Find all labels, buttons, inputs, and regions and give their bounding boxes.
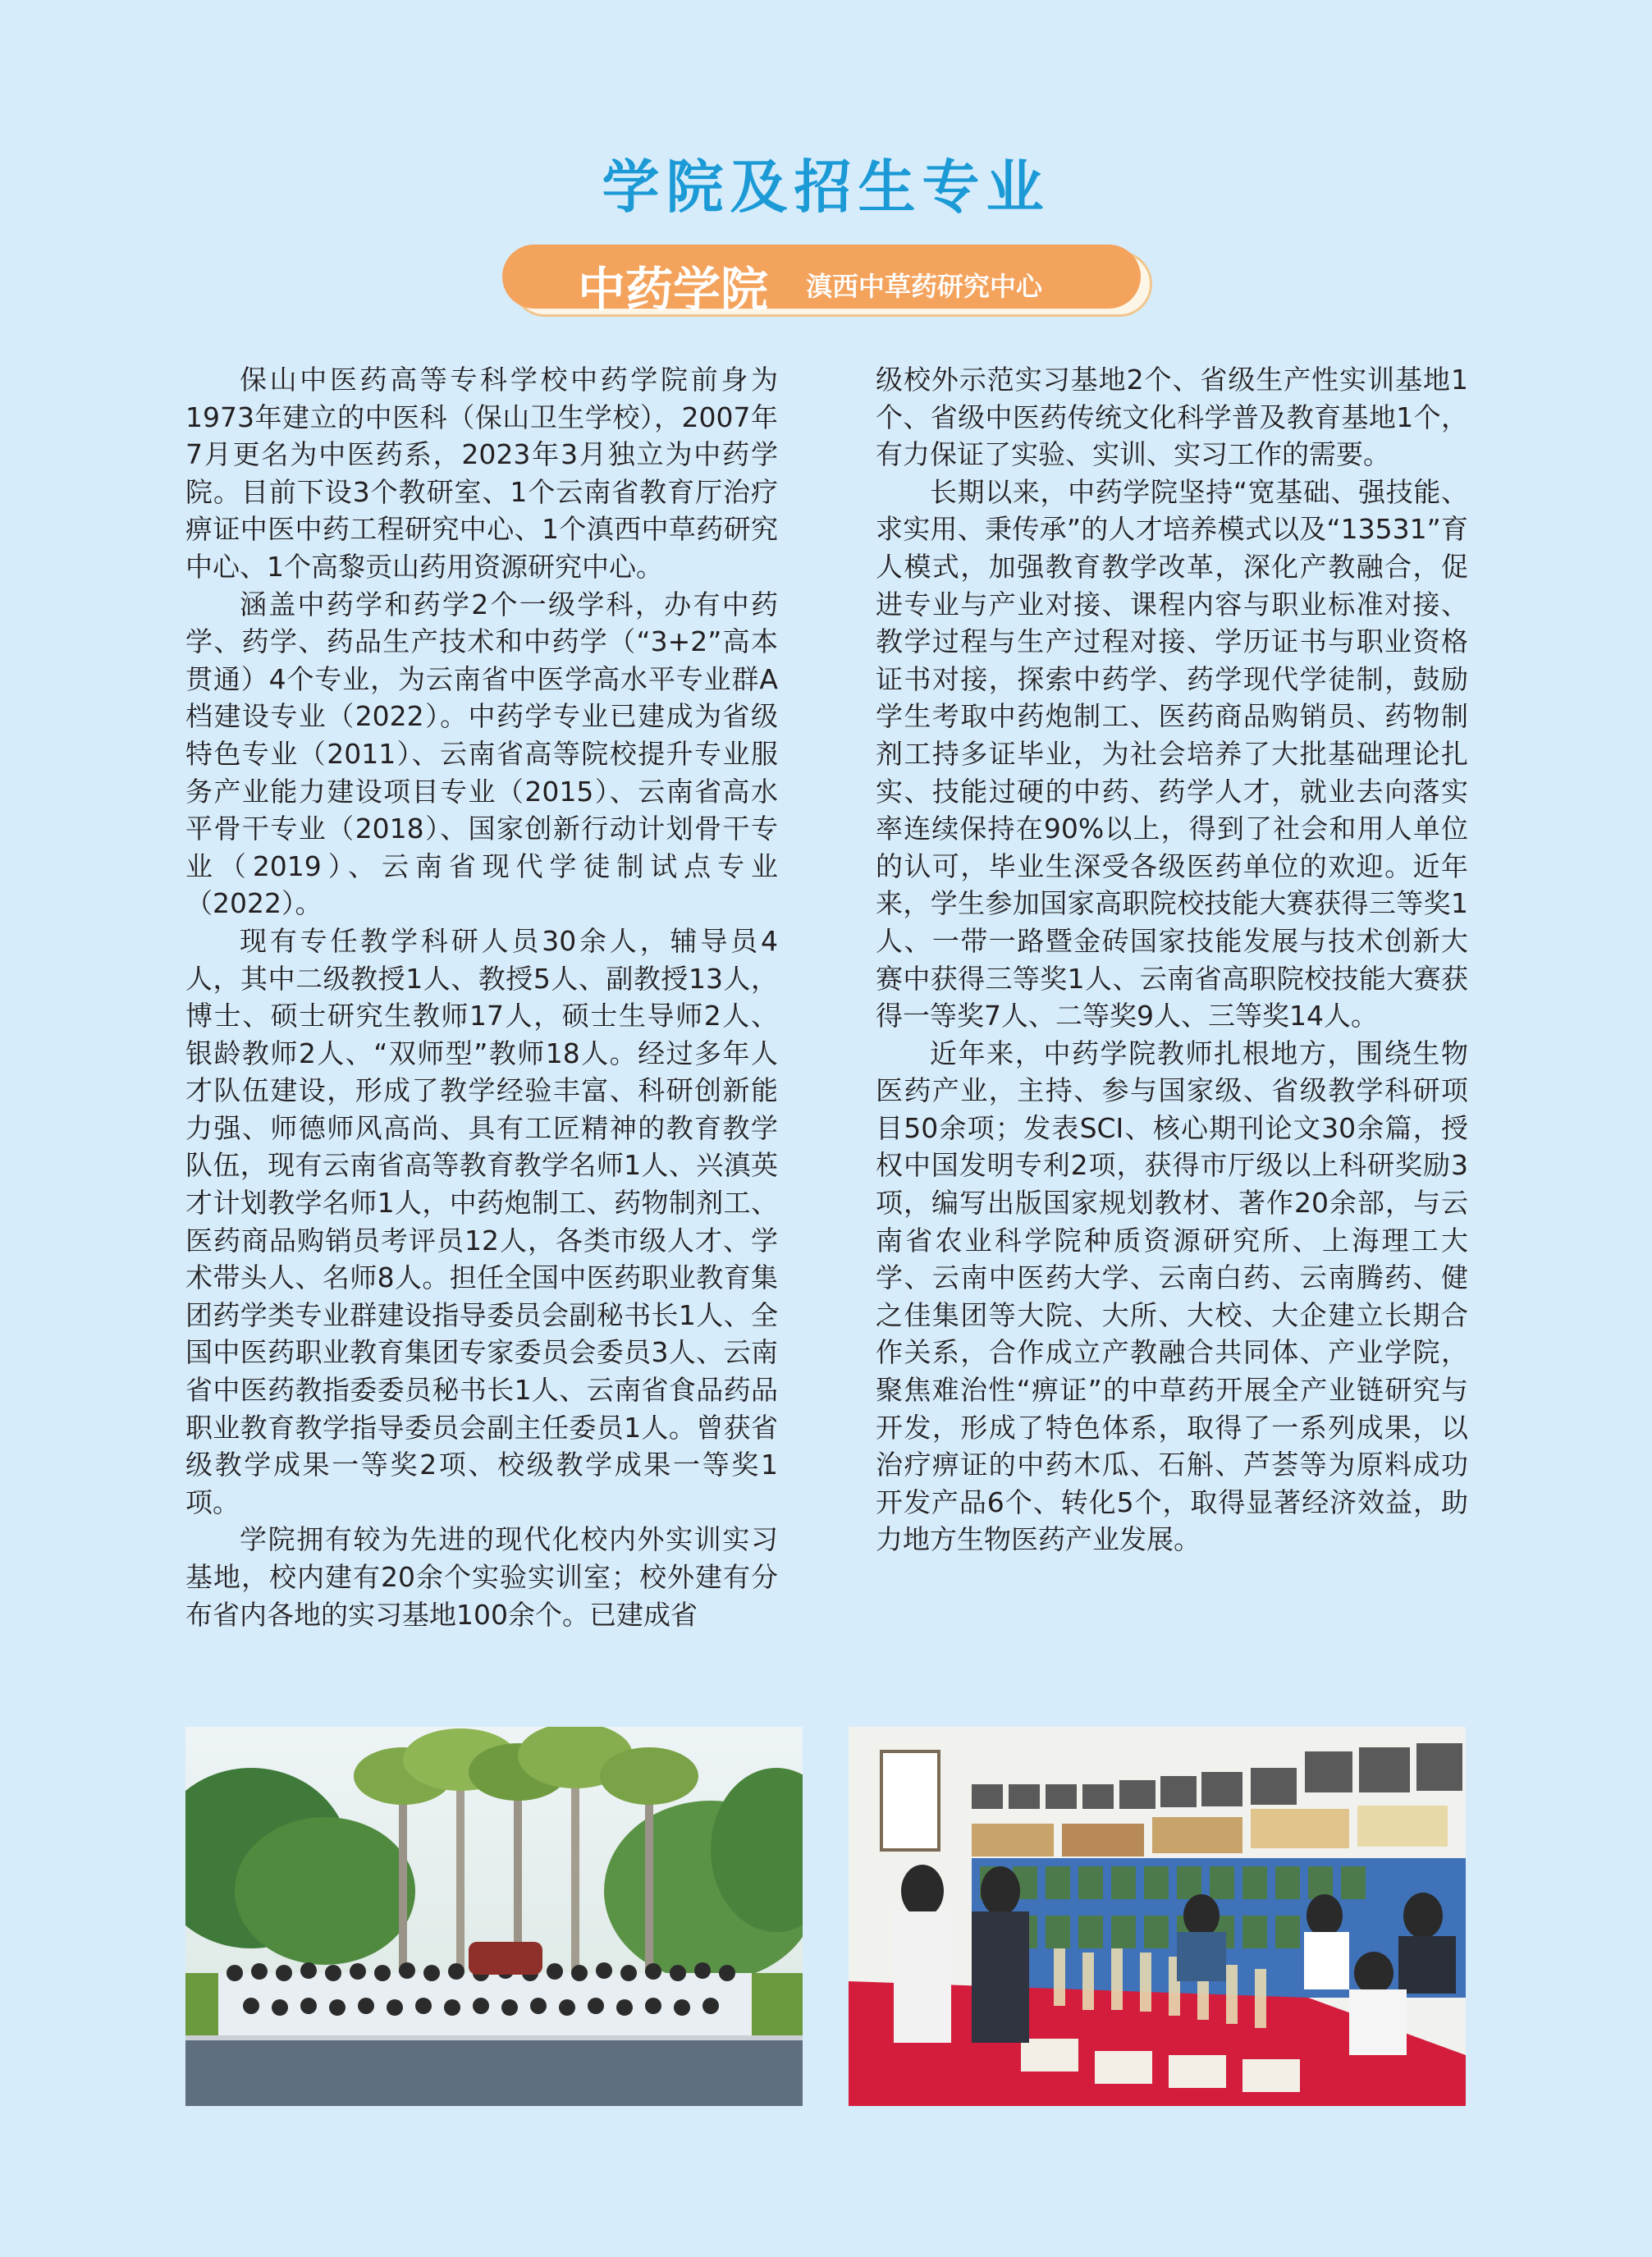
paragraph-training-model: 长期以来，中药学院坚持“宽基础、强技能、求实用、秉传承”的人才培养模式以及“13531”育人模式，加强教育教学改革，深化产教融合，促进专业与产业对接、课程内容与职业标准对接、教学过程与生产过程对接、学历证书与职业资格证书对接，探索中药学、药学现代学徒制，鼓励学生考取中药炮制工、医药商品购销员、药物制剂工持多证毕业，为社会培养了大批基础理论扎实、技能过硬的中药、药学人才，就业去向落实率连续保持在90%以上，得到了社会和用人单位的认可，毕业生深受各级医药单位的欢迎。近年来，学生参加国家高职院校技能大赛获得三等奖1人、一带一路暨金砖国家技能发展与技术创新大赛中获得三等奖1人、云南省高职院校技能大赛获得一等奖7人、二等奖9人、三等奖14人。 (876, 475, 1468, 1032)
exhibition-photo (849, 1727, 1466, 2106)
paragraph-research: 近年来，中药学院教师扎根地方，围绕生物医药产业，主持、参与国家级、省级教学科研项目50余项；发表SCI、核心期刊论文30余篇，授权中国发明专利2项，获得市厅级以上科研奖励3项，编写出版国家规划教材、著作20余部，与云南省农业科学院种质资源研究所、上海理工大学、云南中医药大学、云南白药、云南腾药、健之佳集团等大院、大所、大校、大企建立长期合作关系，合作成立产教融合共同体、产业学院，聚焦难治性“痹证”的中草药开展全产业链研究与开发，形成了特色体系，取得了一系列成果，以治疗痹证的中药木瓜、石斛、芦荟等为原料成功开发产品6个、转化5个，取得显著经济效益，助力地方生物医药产业发展。 (876, 1037, 1468, 1556)
left-text-column (185, 361, 778, 1633)
page-title: 学院及招生专业 (602, 153, 1050, 221)
banner-subtitle: 滇西中草药研究中心 (806, 271, 1043, 302)
group-photo (185, 1727, 803, 2106)
exhibition-photo-image (849, 1727, 1466, 2106)
paragraph-history: 保山中医药高等专科学校中药学院前身为1973年建立的中医科（保山卫生学校），2007年7月更名为中医药系，2023年3月独立为中药学院。目前下设3个教研室、1个云南省教育厅治疗痹证中医中药工程研究中心、1个滇西中草药研究中心、1个高黎贡山药用资源研究中心。 (185, 364, 778, 583)
group-photo-image (185, 1727, 803, 2106)
paragraph-facilities: 学院拥有较为先进的现代化校内外实训实习基地，校内建有20余个实验实训室；校外建有分布省内各地的实习基地100余个。已建成省 (185, 1523, 778, 1631)
paragraph-facilities-continued: 级校外示范实习基地2个、省级生产性实训基地1个、省级中医药传统文化科学普及教育基地1个，有力保证了实验、实训、实习工作的需要。 (876, 364, 1468, 471)
paragraph-faculty: 现有专任教学科研人员30余人，辅导员4人，其中二级教授1人、教授5人、副教授13人，博士、硕士研究生教师17人，硕士生导师2人、银龄教师2人、“双师型”教师18人。经过多年人才队伍建设，形成了教学经验丰富、科研创新能力强、师德师风高尚、具有工匠精神的教育教学队伍，现有云南省高等教育教学名师1人、兴滇英才计划教学名师1人，中药炮制工、药物制剂工、医药商品购销员考评员12人，各类市级人才、学术带头人、名师8人。担任全国中医药职业教育集团药学类专业群建设指导委员会副秘书长1人、全国中医药职业教育集团专家委员会委员3人、云南省中医药教指委委员秘书长1人、云南省食品药品职业教育教学指导委员会副主任委员1人。曾获省级教学成果一等奖2项、校级教学成果一等奖1项。 (185, 924, 778, 1518)
paragraph-majors: 涵盖中药学和药学2个一级学科，办有中药学、药学、药品生产技术和中药学（“3+2”高本贯通）4个专业，为云南省中医学高水平专业群A档建设专业（2022）。中药学专业已建成为省级特色专业（2011）、云南省高等院校提升专业服务产业能力建设项目专业（2015）、云南省高水平骨干专业（2018）、国家创新行动计划骨干专业（2019）、云南省现代学徒制试点专业（2022）。 (185, 588, 778, 920)
college-banner (502, 245, 1152, 317)
right-text-column (876, 361, 1468, 1559)
banner-college-name: 中药学院 (578, 262, 769, 318)
